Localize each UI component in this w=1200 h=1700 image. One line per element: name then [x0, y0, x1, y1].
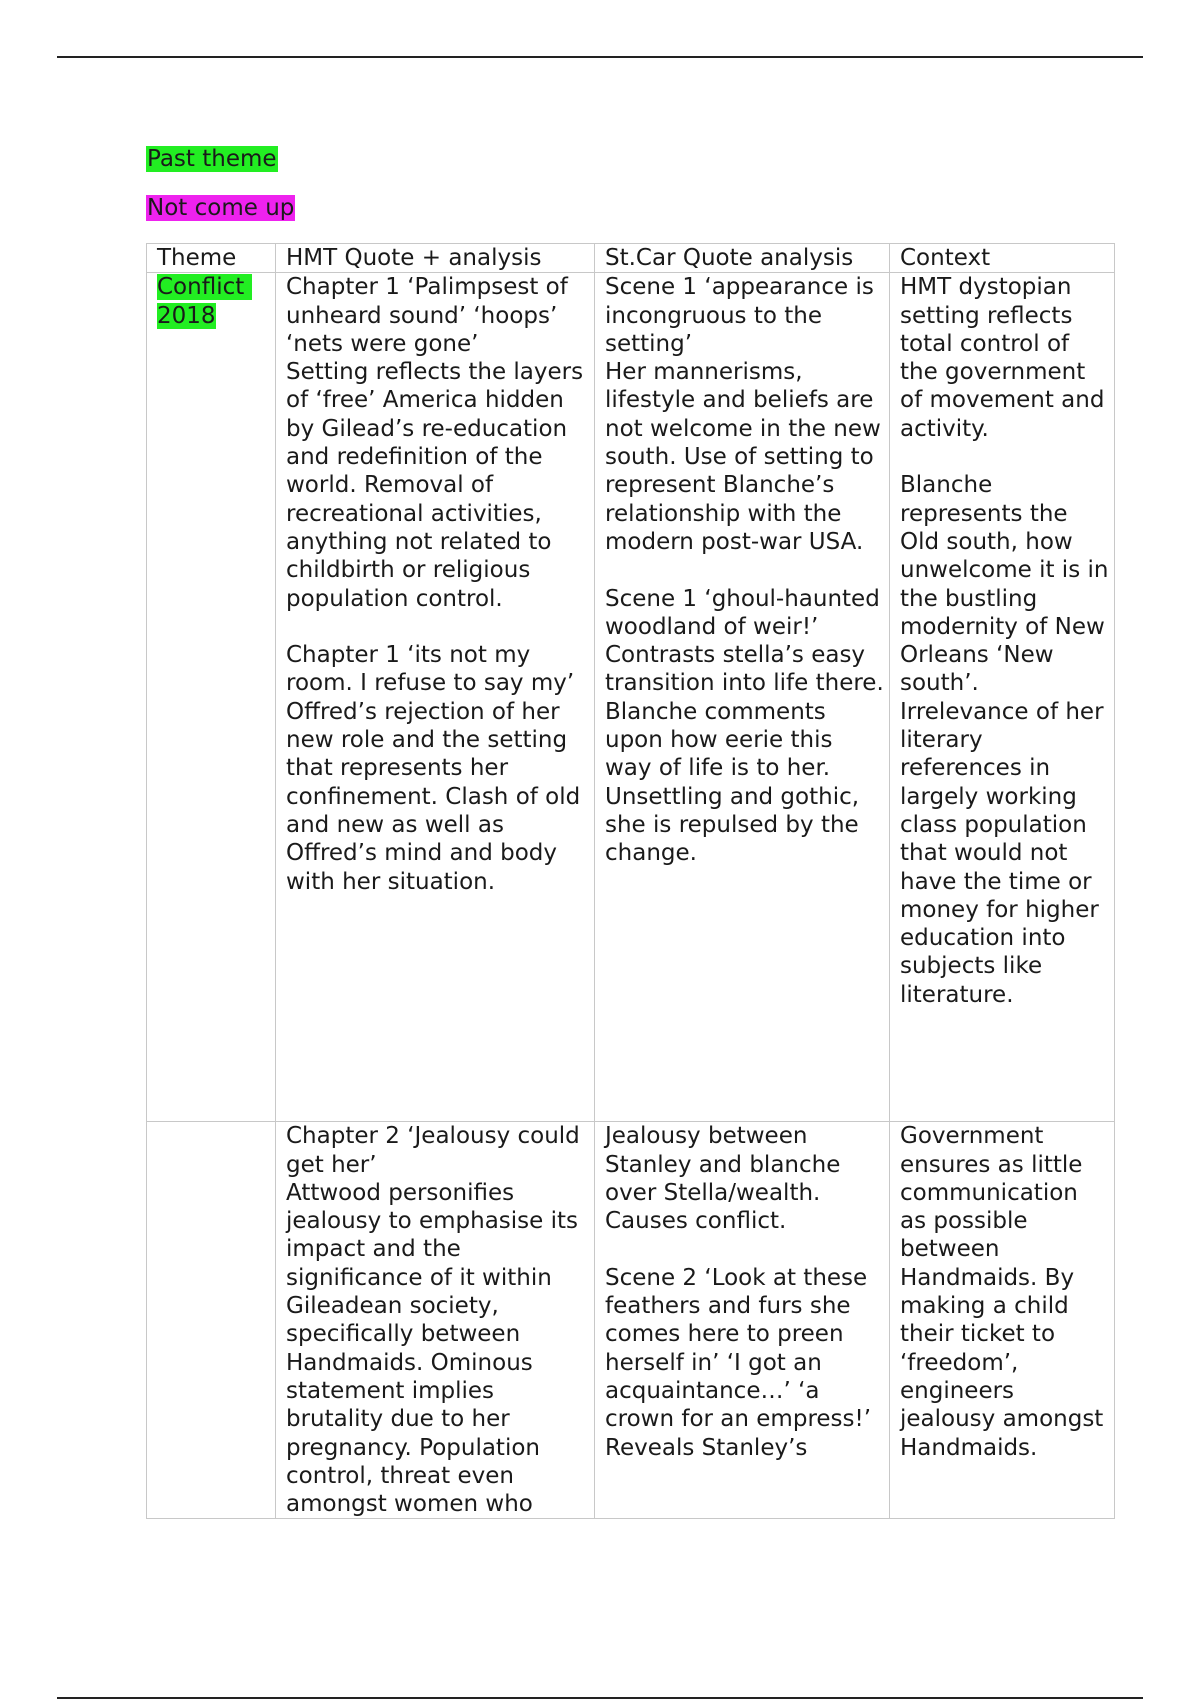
- hmt-paragraph: Chapter 1 ‘its not my room. I refuse to say my’ Offred’s rejection of her new role and the setting that represents her confinement. Clash of old and new as well as Offred’s mind and body with her situation.: [286, 642, 581, 895]
- header-context: Context: [890, 244, 1115, 273]
- table-row: [147, 1122, 1115, 1519]
- context-paragraph: Government ensures as little communication as possible between Handmaids. By making a child their ticket to ‘freedom’, engineers jealousy amongst Handmaids.: [900, 1123, 1111, 1461]
- legend-past-theme: [146, 144, 278, 174]
- context-paragraph: HMT dystopian setting reflects total control of the government of movement and activity.: [900, 274, 1112, 442]
- header-stcar: St.Car Quote analysis: [595, 244, 890, 273]
- hmt-cell: [276, 273, 595, 1122]
- footer-rule: [57, 1697, 1143, 1699]
- stcar-paragraph: Scene 1 ‘ghoul-haunted woodland of weir!’ Contrasts stella’s easy transition into life there. Blanche comments upon how eerie this way of life is to her. Unsettling and gothic, she is repulsed by the change.: [605, 585, 884, 867]
- header-hmt: HMT Quote + analysis: [276, 244, 595, 273]
- theme-conflict-2018: Conflict 2018: [157, 274, 252, 329]
- theme-cell: [147, 1122, 276, 1519]
- stcar-cell: [595, 273, 890, 1122]
- hmt-cell: [276, 1122, 595, 1519]
- hmt-paragraph: Chapter 1 ‘Palimpsest of unheard sound’ ‘hoops’ ‘nets were gone’ Setting reflects the layers of ‘free’ America hidden by Gilead’s re-education and redefinition of the world. Removal of recreational activities, anything not related to childbirth or religious population control.: [286, 274, 584, 612]
- table-header-row: [147, 244, 1115, 273]
- legend-past-theme-label: Past theme: [147, 146, 277, 172]
- context-cell: [890, 1122, 1115, 1519]
- paragraph-gap: [605, 556, 885, 584]
- hmt-paragraph: Chapter 2 ‘Jealousy could get her’ Attwood personifies jealousy to emphasise its impact and the significance of it within Gileadean society, specifically between Handmaids. Ominous statement implies brutality due to her pregnancy. Population control, threat even amongst women who: [286, 1123, 580, 1518]
- context-cell: [890, 273, 1115, 1122]
- paragraph-gap: [900, 443, 1110, 471]
- header-theme: Theme: [147, 244, 276, 273]
- themes-table: [146, 243, 1115, 1519]
- theme-cell: [147, 273, 276, 1122]
- context-paragraph: Blanche represents the Old south, how unwelcome it is in the bustling modernity of New Orleans ‘New south’. Irrelevance of her literary references in largely working class population that would not have the time or money for higher education into subjects like literature.: [900, 472, 1116, 1008]
- paragraph-gap: [605, 1235, 885, 1263]
- stcar-paragraph: Scene 1 ‘appearance is incongruous to the setting’ Her mannerisms, lifestyle and beliefs are not welcome in the new south. Use of setting to represent Blanche’s relationship with the modern post-war USA.: [605, 274, 881, 555]
- stcar-paragraph: Scene 2 ‘Look at these feathers and furs she comes here to preen herself in’ ‘I got an acquaintance…’ ‘a crown for an empress!’ Reveals Stanley’s: [605, 1264, 872, 1461]
- paragraph-gap: [286, 613, 590, 641]
- stcar-paragraph: Jealousy between Stanley and blanche over Stella/wealth. Causes conflict.: [605, 1123, 848, 1235]
- table-row: [147, 273, 1115, 1122]
- legend-not-come-up-label: Not come up: [147, 195, 295, 221]
- header-rule: [57, 56, 1143, 58]
- legend-not-come-up: [146, 193, 295, 223]
- stcar-cell: [595, 1122, 890, 1519]
